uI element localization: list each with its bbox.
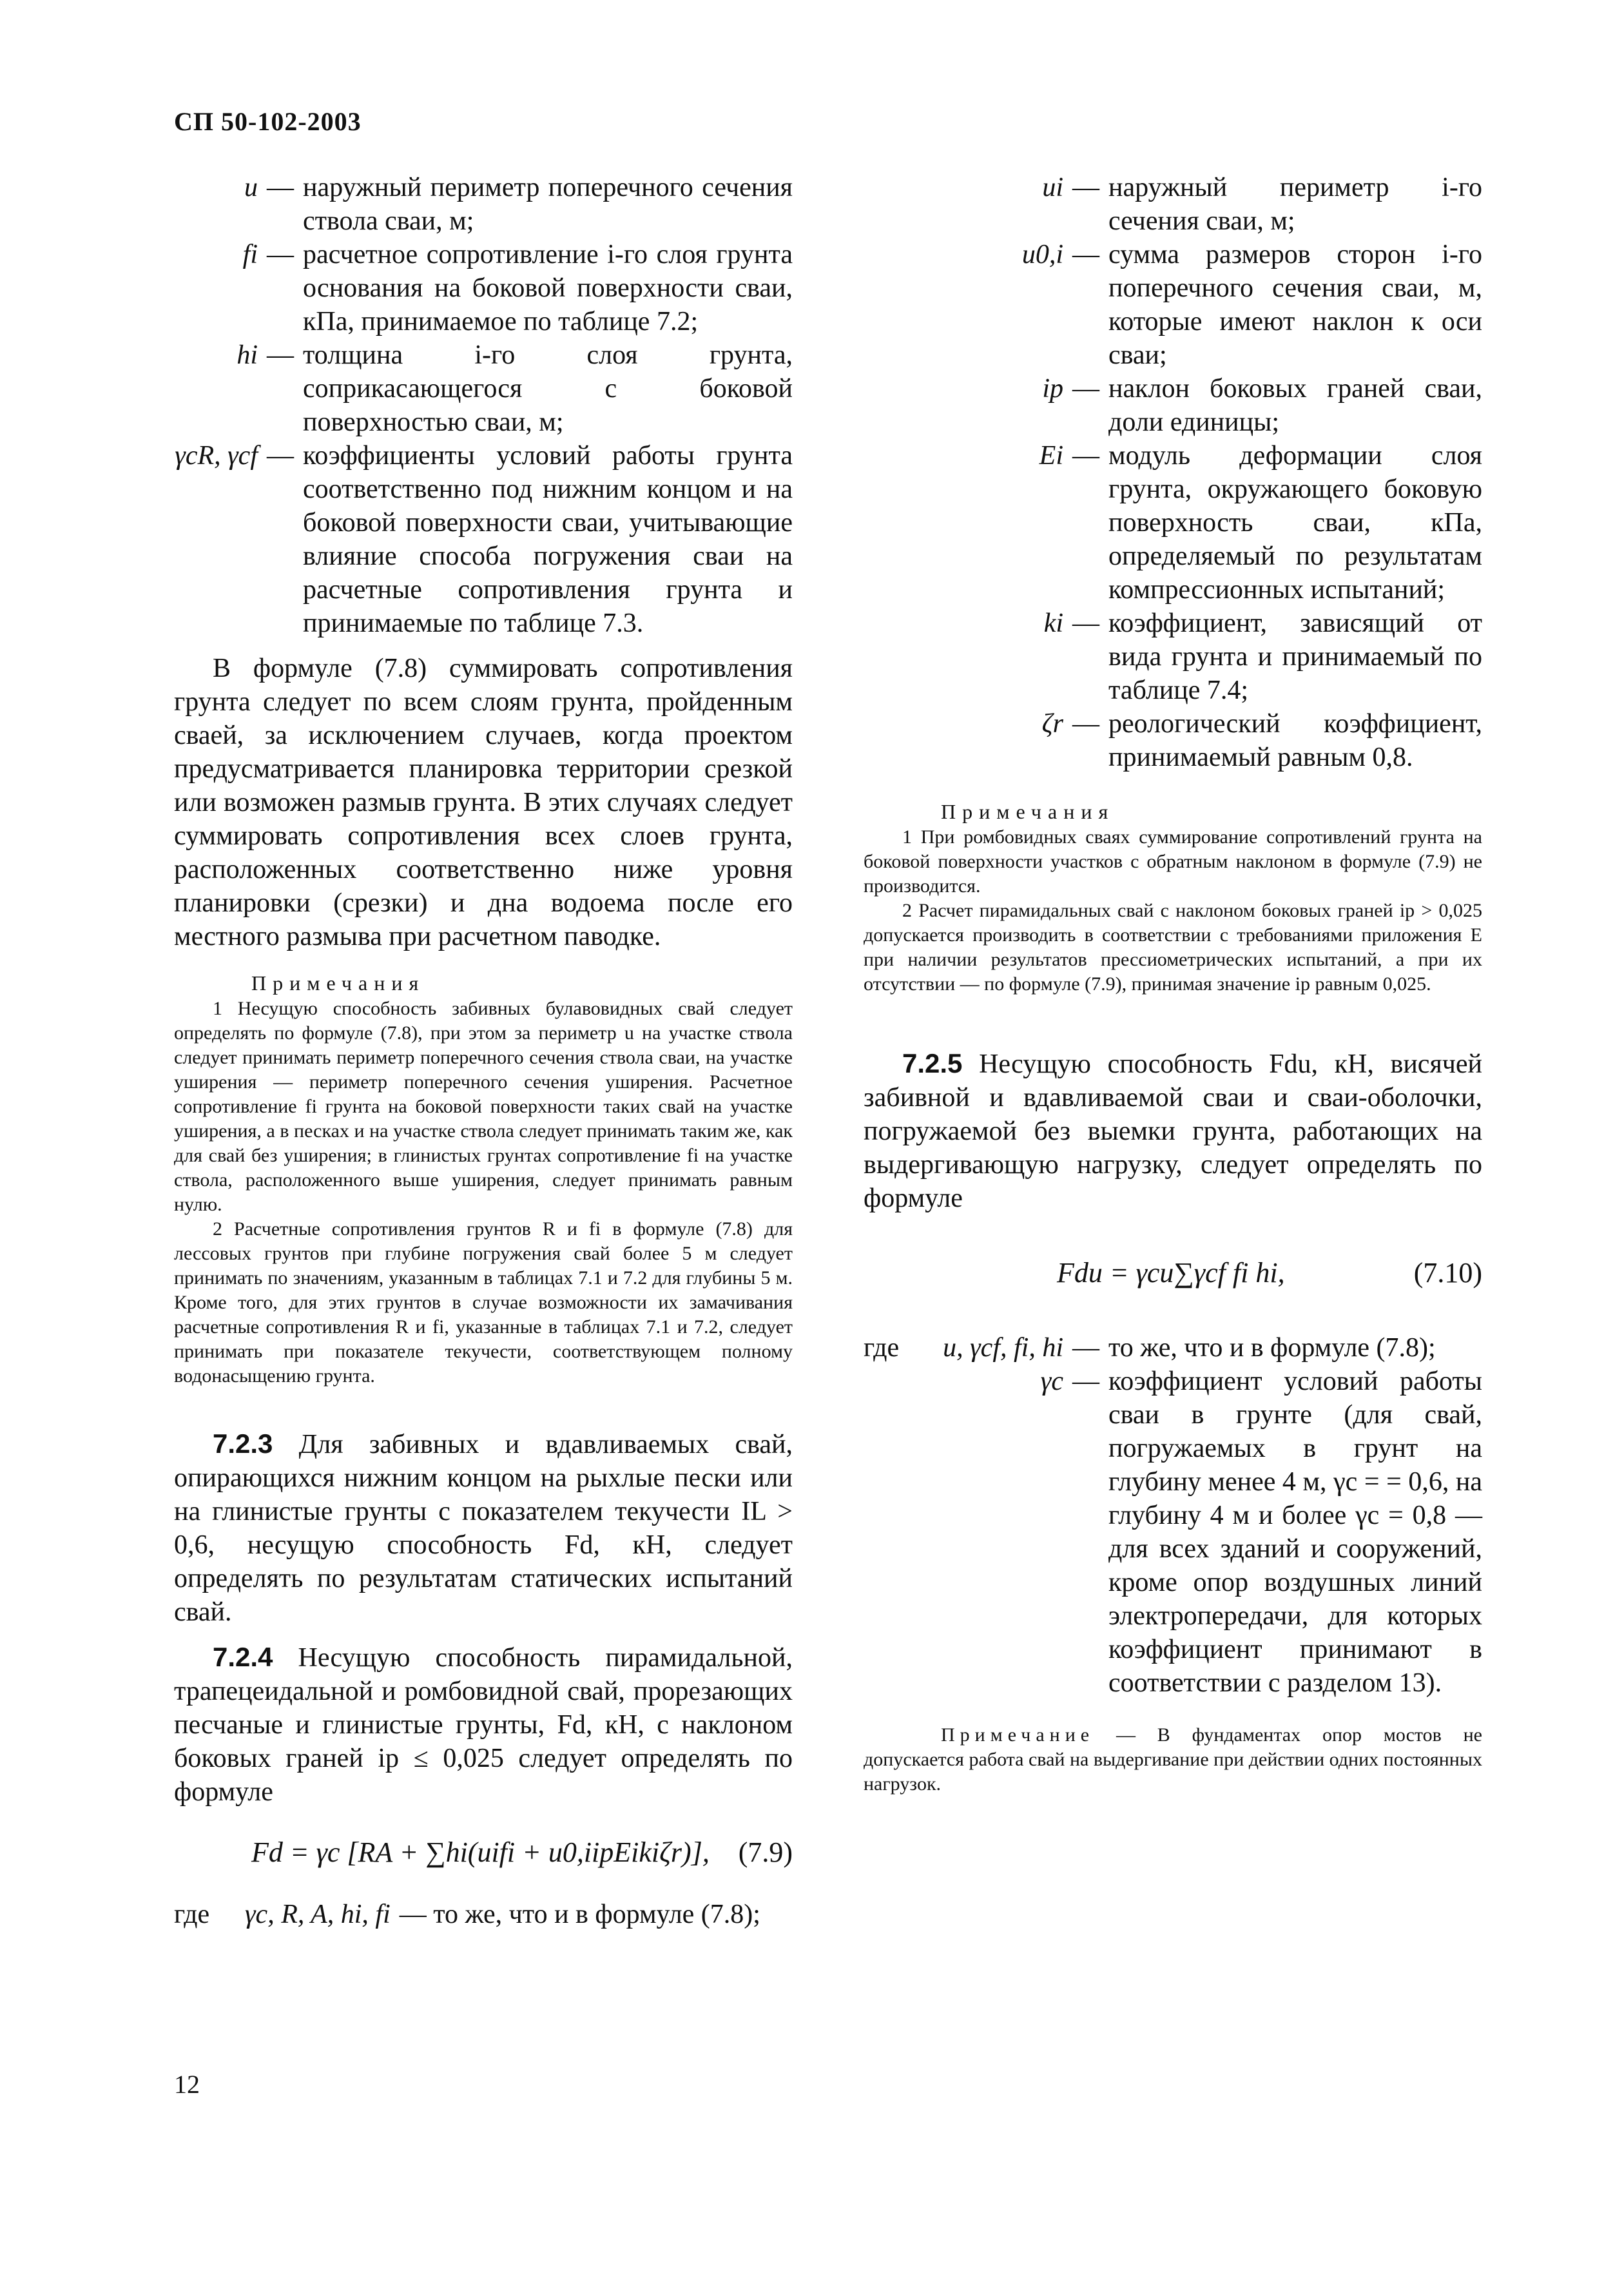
where-text: — то же, что и в формуле (7.8);: [399, 1900, 760, 1929]
definition-text: наружный периметр i-го сечения сваи, м;: [1108, 173, 1482, 236]
formula-7-10: [864, 1254, 1482, 1292]
section-number: 7.2.4: [213, 1642, 273, 1672]
where-symbol: γc, R, A, hi, fi: [245, 1900, 391, 1929]
final-note: [864, 1723, 1482, 1796]
definition-text: расчетное сопротивление i-го слоя грунта основания на боковой поверхности сваи, кПа, принимаемое по таблице 7.2;: [303, 240, 793, 336]
notes-title: Примечания: [251, 971, 425, 995]
definition-item: γcR, γcf — коэффициенты условий работы грунта соответственно под нижним концом и на боковой поверхности сваи, учитывающие влияние способа погружения сваи на расчетные сопротивления грунта и принимаемые по таблице 7.3.: [174, 439, 793, 640]
definition-symbol: hi: [237, 340, 258, 370]
section-text: Несущую способность Fdu, кН, висячей забивной и вдавливаемой сваи и сваи-оболочки, погружаемой без выемки грунта, работающих на выдергивающую нагрузку, следует определять по формуле: [864, 1049, 1483, 1213]
where-definition: γc — коэффициент условий работы сваи в грунте (для свай, погружаемых в грунт на глубину менее 4 м, γc = = 0,6, на глубину 4 м и более γc = 0,8 — для всех зданий и сооружений, кроме опор воздушных линий электропередачи, для которых коэффициент принимают в соответствии с разделом 13).: [934, 1365, 1482, 1700]
where-text: то же, что и в формуле (7.8);: [1108, 1333, 1436, 1363]
section-7-2-3: [174, 1427, 793, 1629]
where-text: коэффициент условий работы сваи в грунте (для свай, погружаемых в грунт на глубину менее 4 м, γc = = 0,6, на глубину 4 м и более γc = 0,8 — для всех зданий и сооружений, кроме опор воздушных линий электропередачи, для которых коэффициент принимают в соответствии с разделом 13).: [1108, 1367, 1482, 1698]
where-clause: [864, 1331, 1482, 1700]
definition-symbol: Ei: [1039, 441, 1063, 471]
page-number: 12: [174, 2070, 200, 2099]
definition-text: наклон боковых граней сваи, доли единицы;: [1108, 374, 1482, 437]
formula-expression: Fdu = γcu∑γcf fi hi,: [1057, 1257, 1285, 1289]
where-clause: [174, 1898, 793, 1931]
definition-text: коэффициенты условий работы грунта соответственно под нижним концом и на боковой поверхности сваи, учитывающие влияние способа погружения сваи на расчетные сопротивления грунта и принимаемые по таблице 7.3.: [303, 441, 793, 638]
definition-symbol: ki: [1043, 608, 1063, 638]
definition-item: Ei — модуль деформации слоя грунта, окружающего боковую поверхность сваи, кПа, определяемый по результатам компрессионных испытаний;: [864, 439, 1482, 607]
right-column: [864, 171, 1482, 1796]
note-1: 1 Несущую способность забивных булавовидных свай следует определять по формуле (7.8), при этом за периметр u на участке ствола следует принимать периметр поперечного сечения ствола сваи, на участке уширения — периметр поперечного сечения уширения. Расчетное сопротивление fi грунта на боковой поверхности таких свай на участке уширения, а в песках и на участке ствола следует принимать таким же, как для свай без уширения; в глинистых грунтах сопротивление fi на участке ствола, расположенного выше уширения, следует принимать равным нулю.: [174, 998, 793, 1215]
left-definitions: [174, 171, 793, 640]
left-column: [174, 171, 793, 1931]
where-label: где: [864, 1333, 900, 1363]
section-number: 7.2.5: [902, 1048, 963, 1078]
definition-item: u0,i — сумма размеров сторон i-го поперечного сечения сваи, м, которые имеют наклон к оси сваи;: [864, 238, 1482, 372]
where-definition: u, γcf, fi, hi — то же, что и в формуле (7.8);: [934, 1331, 1482, 1365]
where-symbol: γc: [1040, 1367, 1063, 1396]
definition-symbol: u0,i: [1021, 240, 1063, 269]
definition-item: ki — коэффициент, зависящий от вида грунта и принимаемый по таблице 7.4;: [864, 607, 1482, 707]
final-note-text: — В фундаментах опор мостов не допускается работа свай на выдергивание при действии одних постоянных нагрузок.: [864, 1724, 1482, 1795]
section-text: Для забивных и вдавливаемых свай, опирающихся нижним концом на рыхлые пески или на глинистые грунты с показателем текучести IL > 0,6, несущую способность Fd, кН, следует определять по результатам статических испытаний свай.: [174, 1430, 793, 1627]
definition-text: сумма размеров сторон i-го поперечного сечения сваи, м, которые имеют наклон к оси сваи;: [1108, 240, 1482, 370]
note-2: 2 Расчетные сопротивления грунтов R и fi в формуле (7.8) для лессовых грунтов при глубине погружения свай более 5 м следует принимать по значениям, указанным в таблицах 7.1 и 7.2 для глубины 5 м. Кроме того, для этих грунтов в случае возможности их замачивания расчетные сопротивления R и fi, указанные в таблицах 7.1 и 7.2, следует принимать при показателе текучести, соответствующем полному водонасыщению грунта.: [174, 1218, 793, 1387]
section-text: Несущую способность пирамидальной, трапецеидальной и ромбовидной свай, прорезающих песчаные и глинистые грунты, Fd, кН, с наклоном боковых граней ip ≤ 0,025 следует определять по формуле: [174, 1643, 793, 1807]
definition-symbol: u: [244, 173, 258, 202]
definition-item: hi — толщина i-го слоя грунта, соприкасающегося с боковой поверхностью сваи, м;: [174, 338, 793, 439]
formula-7-9: [174, 1833, 793, 1872]
note-2: 2 Расчет пирамидальных свай с наклоном боковых граней ip > 0,025 допускается производить в соответствии с требованиями приложения Е при наличии результатов прессиометрических испытаний, а при их отсутствии — по формуле (7.9), принимая значение ip равным 0,025.: [864, 900, 1482, 995]
definition-item: ip — наклон боковых граней сваи, доли единицы;: [864, 372, 1482, 439]
note-1: 1 При ромбовидных сваях суммирование сопротивлений грунта на боковой поверхности участков с обратным наклоном в формуле (7.9) не производится.: [864, 826, 1482, 897]
definition-text: наружный периметр поперечного сечения ствола сваи, м;: [303, 173, 793, 236]
definition-text: коэффициент, зависящий от вида грунта и принимаемый по таблице 7.4;: [1108, 608, 1482, 705]
definition-text: реологический коэффициент, принимаемый равным 0,8.: [1108, 709, 1482, 772]
section-7-2-4: [174, 1640, 793, 1809]
definition-symbol: ui: [1042, 173, 1063, 202]
definition-symbol: fi: [242, 240, 258, 269]
document-header: СП 50-102-2003: [174, 107, 362, 136]
formula-number: (7.10): [1413, 1257, 1482, 1289]
notes-title: Примечания: [941, 800, 1115, 823]
final-note-label: Примечание: [941, 1724, 1095, 1746]
section-number: 7.2.3: [213, 1428, 273, 1459]
definition-item: u — наружный периметр поперечного сечения ствола сваи, м;: [174, 171, 793, 238]
definition-text: толщина i-го слоя грунта, соприкасающегося с боковой поверхностью сваи, м;: [303, 340, 793, 437]
definition-symbol: ip: [1042, 374, 1063, 404]
definition-item: ui — наружный периметр i-го сечения сваи, м;: [864, 171, 1482, 238]
formula-expression: Fd = γc [RA + ∑hi(uifi + u0,iipEikiζr)],: [251, 1836, 710, 1868]
where-label: где: [174, 1900, 210, 1929]
definition-symbol: ζr: [1041, 709, 1063, 739]
definition-item: ζr — реологический коэффициент, принимаемый равным 0,8.: [864, 707, 1482, 774]
section-7-2-5: [864, 1047, 1482, 1215]
definition-symbol: γcR, γcf: [175, 441, 258, 471]
paragraph-summation: В формуле (7.8) суммировать сопротивления грунта следует по всем слоям грунта, пройденным сваей, за исключением случаев, когда проектом предусматривается планировка территории срезкой или возможен размыв грунта. В этих случаях следует суммировать сопротивления всех слоев грунта, расположенных соответственно ниже уровня планировки (срезки) и дна водоема после его местного размыва при расчетном паводке.: [174, 654, 793, 951]
definition-item: fi — расчетное сопротивление i-го слоя грунта основания на боковой поверхности сваи, кПа, принимаемое по таблице 7.2;: [174, 238, 793, 338]
right-definitions: [864, 171, 1482, 774]
definition-text: модуль деформации слоя грунта, окружающего боковую поверхность сваи, кПа, определяемый по результатам компрессионных испытаний;: [1108, 441, 1482, 605]
where-symbol: u, γcf, fi, hi: [943, 1333, 1063, 1363]
formula-number: (7.9): [738, 1836, 793, 1868]
